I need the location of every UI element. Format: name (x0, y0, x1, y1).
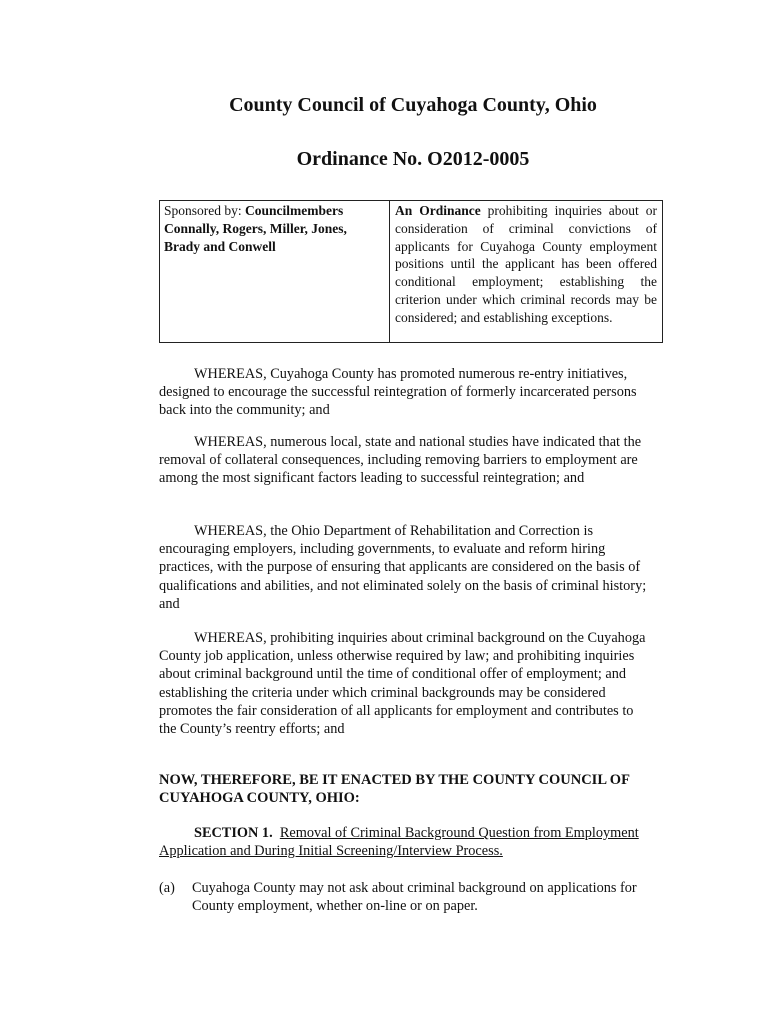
section-title: Removal of Criminal Background Question from Employment Application and During Initial Screening/Interview Process. (159, 825, 639, 860)
whereas-paragraph: WHEREAS, prohibiting inquiries about criminal background on the Cuyahoga County job application, unless otherwise required by law; and prohibiting inquiries about criminal background until the time of conditional offer of employment; and establishing the criteria under which criminal backgrounds may be considered promotes the fair consideration of all applicants for employment and contributes to the County’s reentry efforts; and (159, 630, 646, 738)
item-text: Cuyahoga County may not ask about criminal background on applications for County employment, whether on-line or on paper. (192, 880, 637, 915)
section-1-heading (159, 824, 659, 860)
ordinance-lead: An Ordinance (395, 203, 481, 218)
council-title: County Council of Cuyahoga County, Ohio (229, 94, 597, 116)
ordinance-number: Ordinance No. O2012-0005 (296, 148, 530, 170)
sponsor-cell (160, 201, 390, 342)
ordinance-summary-cell (390, 201, 662, 342)
ordinance-description: prohibiting inquiries about or consideration of criminal convictions of applicants for Cuyahoga County employment positions until the applicant has been offered conditional employment; establishing the criterion under which criminal records may be considered; and establishing exceptions. (395, 203, 657, 325)
whereas-paragraph: WHEREAS, numerous local, state and national studies have indicated that the removal of collateral consequences, including removing barriers to employment are among the most significant factors leading to successful reintegration; and (159, 434, 642, 487)
sponsored-by-label: Sponsored by: (164, 203, 245, 218)
section-number: SECTION 1. (194, 825, 273, 841)
whereas-paragraph: WHEREAS, the Ohio Department of Rehabilitation and Correction is encouraging employers, including governments, to evaluate and reform hiring practices, with the purpose of ensuring that applicants are considered on the basis of qualifications and abilities, and not eliminated solely on the basis of criminal history; and (159, 523, 647, 612)
sponsor-table (159, 200, 663, 343)
whereas-paragraph: WHEREAS, Cuyahoga County has promoted numerous re-entry initiatives, designed to encourage the successful reintegration of formerly incarcerated persons back into the community; and (159, 366, 637, 419)
enactment-clause: NOW, THEREFORE, BE IT ENACTED BY THE COUNTY COUNCIL OF CUYAHOGA COUNTY, OHIO: (159, 772, 630, 807)
sponsors-list: Councilmembers Connally, Rogers, Miller, Jones, Brady and Conwell (164, 203, 347, 255)
item-label: (a) (159, 880, 175, 896)
